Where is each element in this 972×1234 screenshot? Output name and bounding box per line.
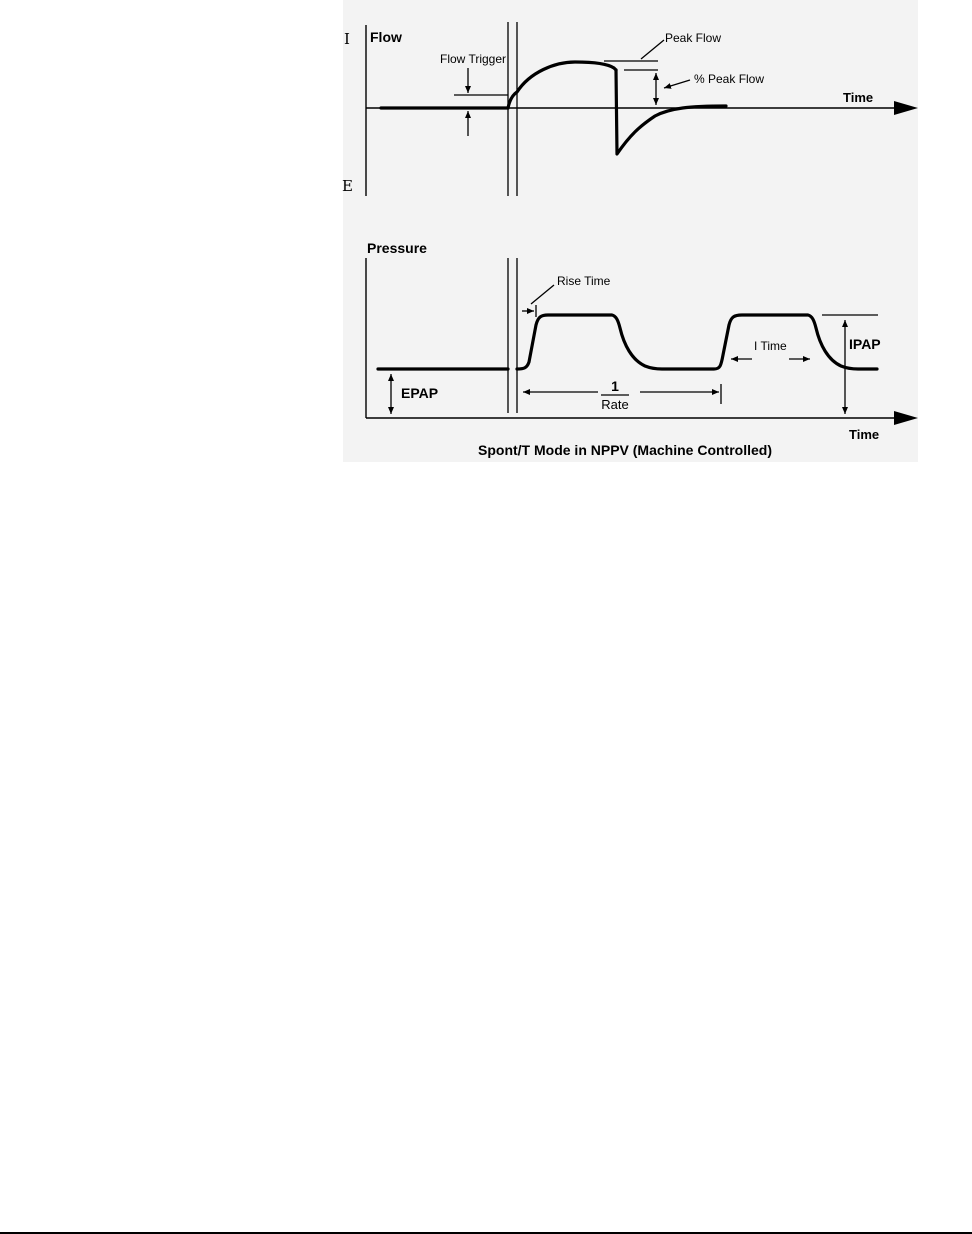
peak-flow-leader-line [641,40,664,59]
epap-label: EPAP [401,385,439,401]
pressure-axis-label: Pressure [367,240,427,256]
flow-time-label: Time [843,90,874,105]
ipap-label: IPAP [849,336,881,352]
ventilation-waveform-diagram [0,0,972,470]
flow-inspiratory-curve [508,62,616,108]
flow-axis-label: Flow [370,29,402,45]
i-time-label: I Time [754,339,787,353]
rise-time-label: Rise Time [557,274,611,288]
pressure-waveform-panel [366,240,918,442]
flow-waveform-panel [342,22,918,196]
diagram-caption: Spont/T Mode in NPPV (Machine Controlled) [478,442,772,458]
pressure-time-label: Time [849,427,880,442]
flow-time-arrow-icon [894,101,918,115]
peak-flow-label: Peak Flow [665,31,722,45]
pressure-waveform [517,315,877,369]
rise-time-leader-line [531,285,554,304]
percent-peak-flow-label: % Peak Flow [694,72,765,86]
rate-denominator: Rate [601,397,629,412]
rate-numerator: 1 [611,378,619,394]
flow-trigger-label: Flow Trigger [440,52,507,66]
expiration-marker: E [342,177,353,195]
pressure-time-arrow-icon [894,411,918,425]
inspiration-marker: I [344,30,350,48]
percent-peak-flow-pointer-arrow-icon [664,80,690,88]
